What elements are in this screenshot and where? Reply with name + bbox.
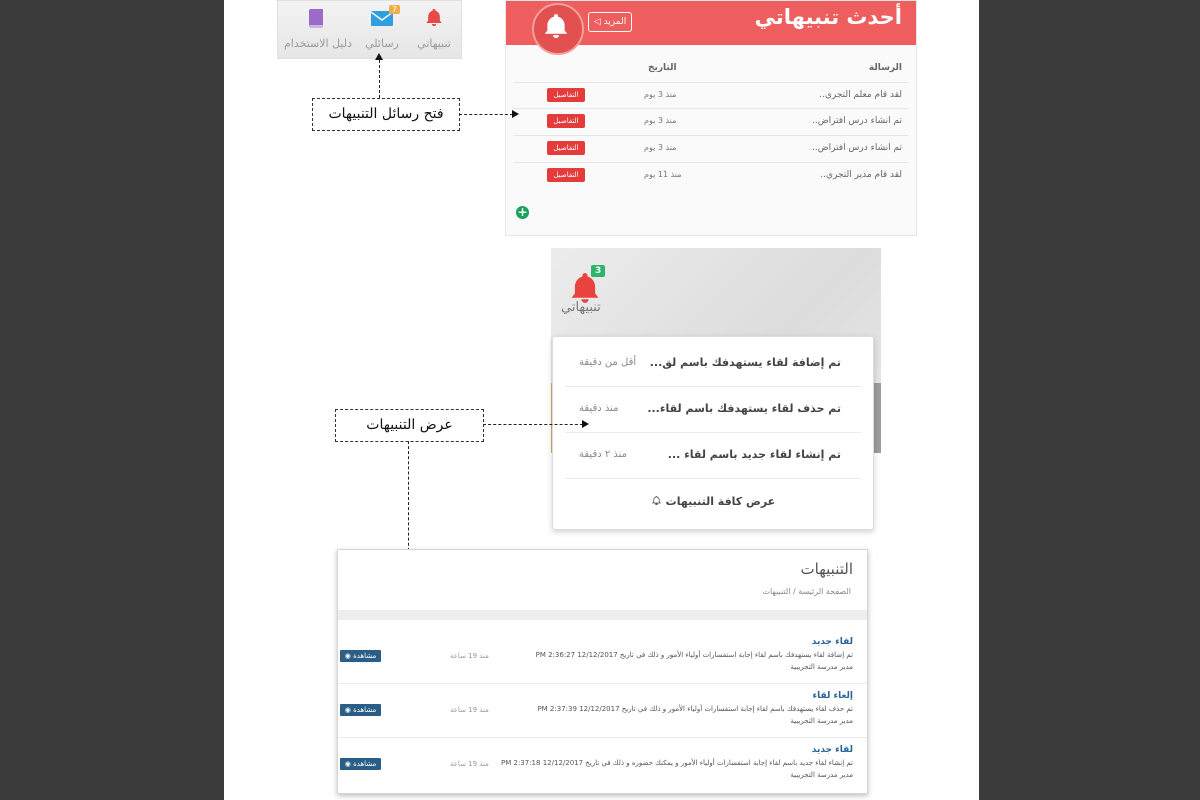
page-title: التنبيهات (800, 560, 853, 578)
dropdown-item-text: تم حذف لقاء يستهدفك باسم لقاء... (647, 402, 841, 415)
row-message: لقد قام معلم التجري.. (819, 90, 902, 100)
bell-icon (532, 3, 580, 51)
toolbar-user-guide[interactable] (284, 7, 353, 50)
add-icon[interactable]: + (517, 205, 528, 219)
arrow-right-icon (582, 420, 589, 428)
dropdown-item[interactable] (565, 341, 861, 387)
notification-title[interactable]: إلغاء لقاء (812, 691, 853, 701)
view-all-notifications-link[interactable] (553, 495, 873, 508)
connector-line (483, 424, 583, 425)
view-button[interactable] (340, 704, 381, 716)
row-date: منذ 11 يوم (644, 170, 682, 179)
notifications-list-page (337, 549, 868, 794)
dropdown-item[interactable] (565, 387, 861, 433)
list-item (338, 684, 867, 738)
header-divider (338, 610, 867, 620)
table-row (514, 135, 908, 162)
notification-sender: مدير مدرسة التجريبية (790, 771, 853, 779)
notification-description: تم إضافة لقاء يستهدفك باسم لقاء إجابة استفسارات أولياء الأمور و ذلك في تاريخ 12/12/2017 2:36:27 PM (535, 651, 853, 659)
details-button[interactable]: التفاصيل (547, 141, 585, 155)
table-row (514, 82, 908, 109)
notification-time: منذ 19 ساعة (450, 760, 489, 768)
dropdown-item-text: تم إضافة لقاء يستهدفك باسم لق... (649, 356, 841, 369)
callout-open-messages: فتح رسائل التنبيهات (312, 98, 460, 131)
notification-sender: مدير مدرسة التجريبية (790, 717, 853, 725)
toolbar-notifications[interactable] (406, 7, 462, 50)
table-row (514, 162, 908, 189)
row-message: لقد قام مدير التجري.. (820, 170, 902, 180)
dropdown-item-time: منذ دقيقة (579, 403, 619, 414)
row-date: منذ 3 يوم (644, 116, 677, 125)
toolbar-user-guide-label: دليل الاستخدام (284, 37, 353, 50)
notification-description: تم إنشاء لقاء جديد باسم لقاء إجابة استفسارات أولياء الأمور و يمكنك حضوره و ذلك في تاريخ 12/12/2017 2:37:18 PM (500, 759, 853, 767)
view-button[interactable] (340, 650, 381, 662)
dropdown-item[interactable] (565, 433, 861, 479)
bell-outline-icon (651, 495, 662, 506)
notification-description: تم حذف لقاء يستهدفك باسم لقاء إجابة استفسارات أولياء الأمور و ذلك في تاريخ 12/12/2017 2:37:39 PM (537, 705, 853, 713)
card-title: أحدث تنبيهاتي (754, 5, 902, 29)
dropdown-item-time: أقل من دقيقة (579, 357, 637, 368)
details-button[interactable]: التفاصيل (547, 114, 585, 128)
arrow-right-icon (512, 110, 519, 118)
notification-title[interactable]: لقاء جديد (811, 745, 853, 755)
eye-icon: ◉ (344, 706, 351, 714)
notifications-dropdown (552, 336, 874, 530)
list-item (338, 630, 867, 684)
toolbar-messages[interactable] (354, 7, 410, 50)
connector-line (379, 60, 380, 98)
view-button[interactable] (340, 758, 381, 770)
row-message: تم انشاء درس افتراض.. (811, 143, 902, 153)
notification-time: منذ 19 ساعة (450, 706, 489, 714)
card-header (506, 1, 916, 45)
eye-icon: ◉ (344, 760, 351, 768)
toolbar-notifications-label: تنبيهاتي (417, 37, 451, 50)
row-date: منذ 3 يوم (644, 90, 677, 99)
notification-count-badge: 3 (591, 265, 605, 277)
toolbar-messages-label: رسائلي (365, 37, 399, 50)
send-icon: ◁ (593, 17, 601, 27)
bell-label: تنبيهاتي (561, 300, 601, 315)
more-label: المزيد (603, 17, 627, 27)
view-all-label: عرض كافة التنبيهات (665, 495, 776, 508)
view-label: مشاهدة (353, 652, 377, 660)
bell-icon (423, 7, 445, 29)
view-label: مشاهدة (353, 706, 377, 714)
latest-notifications-card (505, 0, 917, 236)
notification-time: منذ 19 ساعة (450, 652, 489, 660)
connector-line (408, 441, 409, 561)
eye-icon: ◉ (344, 652, 351, 660)
notification-title[interactable]: لقاء جديد (811, 637, 853, 647)
header-bell-badge (532, 3, 584, 55)
view-label: مشاهدة (353, 760, 377, 768)
row-message: تم انشاء درس افتراض.. (811, 116, 902, 126)
col-header-date: التاريخ (648, 63, 677, 73)
list-item (338, 738, 867, 791)
messages-badge: 7 (389, 5, 400, 14)
table-row (514, 108, 908, 135)
dropdown-item-time: منذ ٢ دقيقة (579, 449, 628, 460)
notification-sender: مدير مدرسة التجريبية (790, 663, 853, 671)
book-icon (306, 7, 326, 29)
dropdown-item-text: تم إنشاء لقاء جديد باسم لقاء ... (667, 448, 841, 461)
details-button[interactable]: التفاصيل (547, 88, 585, 102)
row-date: منذ 3 يوم (644, 143, 677, 152)
more-button[interactable] (588, 12, 632, 32)
col-header-message: الرسالة (868, 63, 902, 73)
details-button[interactable]: التفاصيل (547, 168, 585, 182)
arrow-up-icon (375, 53, 383, 60)
callout-view-notifications: عرض التنبيهات (335, 409, 484, 442)
breadcrumb: الصفحة الرئيسة / التنبيهات (762, 587, 851, 596)
background-strip (873, 383, 881, 453)
top-toolbar (277, 0, 462, 59)
connector-line (459, 114, 513, 115)
